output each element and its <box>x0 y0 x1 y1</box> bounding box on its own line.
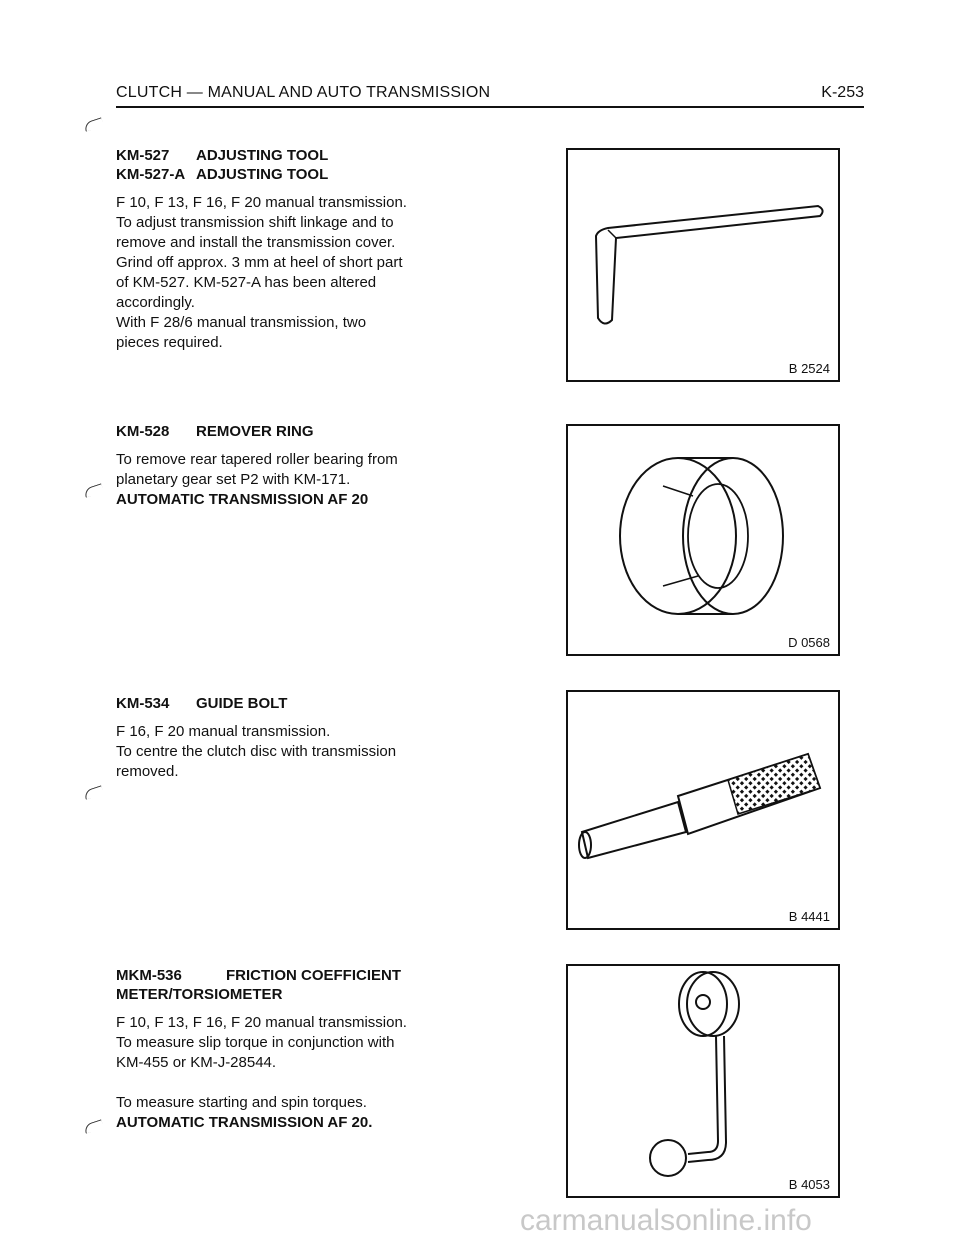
description-line: remove and install the transmission cover. <box>116 234 396 251</box>
description-line: Grind off approx. 3 mm at heel of short part <box>116 254 403 271</box>
tool-entry-km-528 <box>116 422 456 510</box>
entry-description <box>116 450 456 510</box>
tool-name: ADJUSTING TOOL <box>196 147 329 164</box>
tool-name-lines <box>226 966 401 985</box>
entry-title <box>116 146 456 184</box>
description-line: F 10, F 13, F 16, F 20 manual transmission. <box>116 1014 407 1031</box>
tool-code: KM-527-A <box>116 166 186 183</box>
figure-label: B 2524 <box>788 361 830 376</box>
tool-entry-km-534 <box>116 694 456 782</box>
description-bold-line: AUTOMATIC TRANSMISSION AF 20 <box>116 491 369 508</box>
description-line: To remove rear tapered roller bearing from <box>116 451 398 468</box>
angled-rod-tool-icon <box>568 150 838 380</box>
split-ring-icon <box>568 426 838 654</box>
description-line: To centre the clutch disc with transmission <box>116 743 397 760</box>
description-line: of KM-527. KM-527-A has been altered <box>116 274 377 291</box>
entry-title <box>116 966 456 985</box>
margin-mark <box>83 117 104 131</box>
figure-label: B 4053 <box>788 1177 830 1192</box>
margin-mark <box>83 1119 104 1133</box>
entry-title <box>116 422 456 441</box>
description-line: KM-455 or KM-J-28544. <box>116 1054 277 1071</box>
tool-name: METER/TORSIOMETER <box>116 986 283 1003</box>
description-line: With F 28/6 manual transmission, two <box>116 314 367 331</box>
tool-code-lines <box>116 146 196 184</box>
tool-name-lines <box>196 146 328 184</box>
margin-mark <box>83 785 104 799</box>
entry-description <box>116 193 456 353</box>
entry-description <box>116 722 456 782</box>
tool-entry-km-527 <box>116 146 456 353</box>
figure-label: B 4441 <box>788 909 830 924</box>
description-line: To measure slip torque in conjunction with <box>116 1034 395 1051</box>
page-number: K-253 <box>821 84 864 101</box>
footer-watermark: carmanualsonline.info <box>520 1204 812 1237</box>
figure-b-4053 <box>566 964 840 1198</box>
description-line: To adjust transmission shift linkage and to <box>116 214 394 231</box>
entry-description <box>116 1013 456 1133</box>
description-line: F 16, F 20 manual transmission. <box>116 723 331 740</box>
description-line: To measure starting and spin torques. <box>116 1094 367 1111</box>
entry-title <box>116 694 456 713</box>
tool-code: KM-528 <box>116 423 170 440</box>
description-bold-line: AUTOMATIC TRANSMISSION AF 20. <box>116 1114 373 1131</box>
tool-code: KM-534 <box>116 695 170 712</box>
paragraph-gap <box>116 1073 456 1093</box>
header-title: CLUTCH — MANUAL AND AUTO TRANSMISSION <box>116 84 491 101</box>
description-line: pieces required. <box>116 334 223 351</box>
tool-name: GUIDE BOLT <box>196 695 288 712</box>
tool-name: REMOVER RING <box>196 423 314 440</box>
figure-d-0568 <box>566 424 840 656</box>
tool-code: KM-527 <box>116 147 170 164</box>
tool-code: MKM-536 <box>116 967 182 984</box>
description-line: removed. <box>116 763 179 780</box>
figure-b-2524 <box>566 148 840 382</box>
knurled-guide-bolt-icon <box>568 692 838 928</box>
description-line: planetary gear set P2 with KM-171. <box>116 471 351 488</box>
page-header <box>116 84 864 108</box>
figure-label: D 0568 <box>788 635 830 650</box>
description-line: accordingly. <box>116 294 195 311</box>
description-line: F 10, F 13, F 16, F 20 manual transmission. <box>116 194 407 211</box>
margin-mark <box>83 483 104 497</box>
tool-entry-mkm-536 <box>116 966 456 1133</box>
entry-title-continued <box>116 985 456 1004</box>
tool-name: FRICTION COEFFICIENT <box>226 967 401 984</box>
tool-name: ADJUSTING TOOL <box>196 166 329 183</box>
torque-meter-gauge-icon <box>568 966 838 1196</box>
figure-b-4441 <box>566 690 840 930</box>
